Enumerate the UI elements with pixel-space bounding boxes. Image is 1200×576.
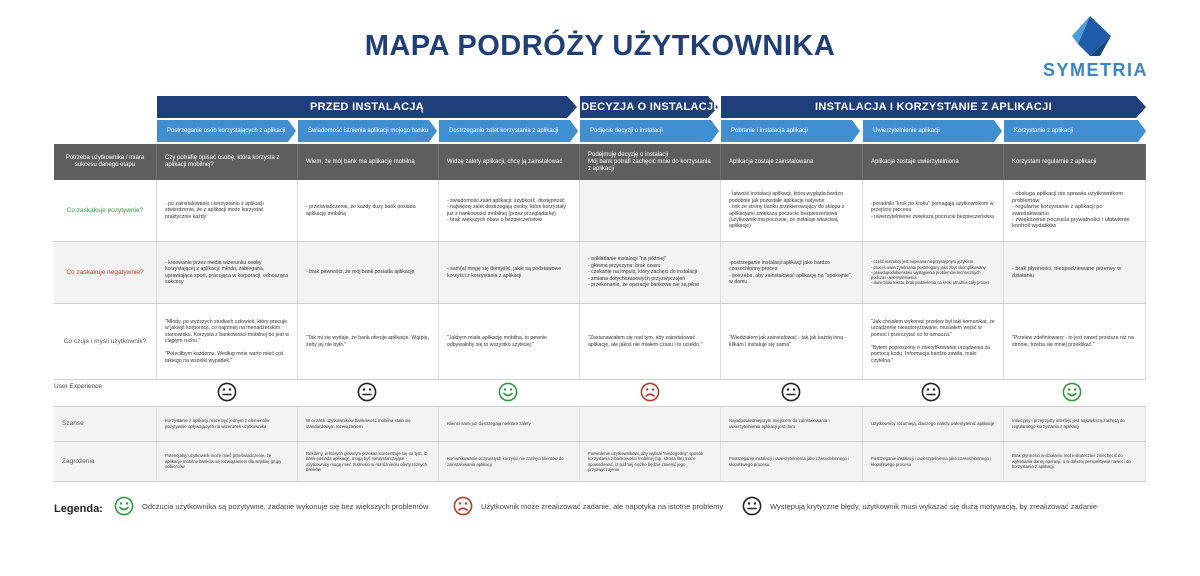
header-col-5: Aplikacja zostaje zainstalowana bbox=[721, 144, 863, 180]
cell: Klienci sami już dostrzegają niektóre zalety bbox=[439, 407, 580, 441]
happy-face-icon bbox=[114, 496, 134, 516]
cell: Użytkownicy rozumieją, dlaczego należy uwierzytelnić aplikację bbox=[863, 407, 1004, 441]
header-label: Potrzeba użytkownika / miara sukcesu danego etapu bbox=[54, 144, 157, 180]
row-threats bbox=[54, 442, 1146, 482]
substage-label: Świadomość istnienia aplikacji mojego banku bbox=[308, 127, 429, 134]
header-col-1: Czy potrafię opisać osobę, która korzysta z aplikacji mobilnej? bbox=[157, 144, 298, 180]
cell: Najodpowiedniejszym miejscem do zainstalowania i uwierzytelnienia aplikacji jest dom bbox=[721, 407, 863, 441]
cell: "Jak chciałem wykonać przelew był taki komunikat, że urządzenie nieautoryzowane, musiałem wejść w pomoc i przeczytać co to oznacza." "Byłem poproszony o zweryfikowanie urządzenia za pomocą kodu. Informacja bardzo zawiła, mało czytelna." bbox=[863, 304, 1004, 379]
cell: Postrzeganie instalacji i uwierzytelnienia jako czasochłonnego i kłopotliwego procesu bbox=[863, 442, 1004, 481]
substage-label: Pobranie i instalacja aplikacji bbox=[731, 127, 808, 134]
cell: "Jakbym miała aplikację mobilną, to pewnie odbywałoby się to wszystko szybciej." bbox=[439, 304, 580, 379]
cell: Komunikowanie oczywistych korzyści nie zachęci klientów do zainstalowania aplikacji bbox=[439, 442, 580, 481]
stage-label: PRZED INSTALACJĄ bbox=[310, 101, 424, 113]
header-col-3: Widzę zalety aplikacji, chcę ją zainstalować bbox=[439, 144, 580, 180]
cell: Pozwolenie użytkownikowi, aby wybrał "niedogodny" sposób korzystania z bankowości mobilnej (np. strona lite) może spowodować, iż później ciężko będzie zmienić jego przyzwyczajenia bbox=[580, 442, 721, 481]
cell: - świadomość zalet aplikacji: szybkość, dostępność - najwięcej zalet dostrzegają osoby, które korzystały już z bankowości mobilnej (przez przeglądarkę) - brak większych obaw o bezpieczeństwo bbox=[439, 180, 580, 241]
substage-label: Podjęcie decyzji o instalacji bbox=[590, 127, 663, 134]
cell bbox=[580, 407, 721, 441]
header-col-6: Aplikacja zostaje uwierzytelniona bbox=[863, 144, 1004, 180]
cell: Reklamy, w których głównym przekaz koncentruje się na tym, iż bank posiada aplikację, mogą być niewystarczające - użytkownicy mogą mieć trudności w rozróżnieniu oferty różnych banków bbox=[298, 442, 439, 481]
row-label: Zagrożenia bbox=[54, 442, 157, 481]
substage-label: Uwierzytelnienie aplikacji bbox=[873, 127, 940, 134]
row-chances bbox=[54, 406, 1146, 442]
row-feel bbox=[54, 304, 1146, 380]
neutral-face-icon bbox=[217, 382, 237, 402]
stage-decision bbox=[580, 96, 718, 118]
substage-4 bbox=[580, 120, 719, 142]
substage-5 bbox=[721, 120, 860, 142]
cell: - przeświadczenie, że każdy duży bank posiada aplikację mobilną bbox=[298, 180, 439, 241]
cell: Brak płynności w działaniu może skutecznie zniechęcić do wykonania danej operacji, a w dalszej perspektywie nawet i do korzystania z aplikacji bbox=[1004, 442, 1146, 481]
cell: "Tak mi się wydaje, że bank oferuje aplikacje. Wątpię, żeby jej nie było." bbox=[298, 304, 439, 379]
header-col-4: Podejmuję decyzję o instalacji Mój bank potrafi zachęcić mnie do korzystania z aplikacji bbox=[580, 144, 721, 180]
substage-2 bbox=[298, 120, 437, 142]
cell: Potencjalny użytkownik może mieć przeświadczenie, że aplikacje mobilne banków są rozwiązaniem dla wąskiej grupy odbiorców bbox=[157, 442, 298, 481]
stage-before-install bbox=[157, 96, 577, 118]
row-label: Szanse bbox=[54, 407, 157, 441]
substage-label: Dostrzeganie zalet korzystania z aplikacji bbox=[449, 127, 559, 134]
row-positive bbox=[54, 180, 1146, 242]
row-negative bbox=[54, 242, 1146, 304]
ux-label: User Experience bbox=[54, 383, 103, 390]
neutral-face-icon bbox=[781, 382, 801, 402]
sad-face-icon bbox=[640, 382, 660, 402]
cell: "Wiedziałem jak zainstalować - tak jak każdą inną - klikam i instaluje się sama" bbox=[721, 304, 863, 379]
cell: - brak płynności, niespodziewane przerwy w działaniu bbox=[1004, 242, 1146, 303]
sad-face-icon bbox=[453, 496, 473, 516]
cell: - brak pewności, że mój bank posiada aplikację bbox=[298, 242, 439, 303]
cell: "Zastanawiałem się nad tym, aby zainstalować aplikację, ale jakoś nie miałem czasu i to ucieklo." bbox=[580, 304, 721, 379]
legend-item-positive bbox=[114, 496, 428, 516]
header-col-2: Wiem, że mój bank ma aplikację mobilną bbox=[298, 144, 439, 180]
row-label: Co zaskakuje negatywnie? bbox=[54, 242, 157, 303]
substage-7 bbox=[1004, 120, 1146, 142]
cell: -postrzeganie instalacji aplikacji jako bardzo czasochłonny proces - potrzeba, aby zainstalować aplikację na "spokojnie", w domu bbox=[721, 242, 863, 303]
header-col-7: Korzystam regularnie z aplikacji bbox=[1004, 144, 1146, 180]
legend-text: Użytkownik może zrealizować zadanie, ale napotyka na istotne problemy bbox=[481, 501, 724, 511]
legend-item-critical bbox=[742, 496, 1097, 516]
cell: "Przelew zdefiniowany - to jest nawet prostsze niż na stronie, trzeba się mniej przeklikać." bbox=[1004, 304, 1146, 379]
stage-label: INSTALACJA I KORZYSTANIE Z APLIKACJI bbox=[815, 101, 1052, 113]
row-label: Co czuje i myśli użytkownik? bbox=[54, 304, 157, 379]
row-label: Co zaskakuje pozytywnie? bbox=[54, 180, 157, 241]
cell: Postrzeganie instalacji i uwierzytelnienia jako czasochłonnego i kłopotliwego procesu bbox=[721, 442, 863, 481]
cell: "Młody, po wyższych studiach człowiek, który pracuje w jakiejś korporacji, co najmniej na menadżerskim stanowisku. Korzysta z bankowości mobilnej bo jest w ciągłym ruchu." "Poleciłbym każdemu. Według mnie warto mieć coś takiego na wszelki wypadek." bbox=[157, 304, 298, 379]
happy-face-icon bbox=[1062, 382, 1082, 402]
legend-item-issues bbox=[453, 496, 723, 516]
cell: -poradniki "krok po kroku" pomagają użytkownikom w przejściu procesu - uwierzytelnienie zwiększa poczucie bezpieczeństwa bbox=[863, 180, 1004, 241]
substage-label: Postrzeganie osób korzystających z aplikacji bbox=[167, 127, 286, 134]
cell bbox=[580, 180, 721, 241]
cell: - odkładanie instalacji "na później" - główna przyczyna: brak czasu - czekanie na impuls, który zachęci do instalacji - zmiana dotychczasowych przyzwyczajeń - przekonanie, że operacje bankowe nie są pilne bbox=[580, 242, 721, 303]
happy-face-icon bbox=[498, 382, 518, 402]
substage-1 bbox=[157, 120, 296, 142]
cell: - łatwość instalacji aplikacji, która wygląda bardzo podobnie jak pozostałe aplikacje natywne - link ze strony banku przekierowujący do sklepu z aplikacjami zwiększa poczucie bezpieczeństwa (użytkownik ma poczucie, że instaluje właściwą aplikację) bbox=[721, 180, 863, 241]
cell: - po zainstalowaniu i korzystaniu z aplikacji stwierdzenie, że z aplikacji może korzystać praktycznie każdy bbox=[157, 180, 298, 241]
neutral-face-icon bbox=[742, 496, 762, 516]
legend-text: Występują krytyczne błędy, użytkownik musi wykazać się dużą motywacją, by zrealizować zadanie bbox=[770, 501, 1098, 511]
page-title: MAPA PODRÓŻY UŻYTKOWNIKA bbox=[364, 30, 836, 62]
neutral-face-icon bbox=[357, 382, 377, 402]
legend-title: Legenda: bbox=[54, 503, 103, 515]
cell: - obsługa aplikacji nie sprawia użytkownikom problemów - regularne korzystanie z aplikacji po zainstalowaniu - zwiększenie poczucia prywatności i ułatwienie kontroli wydatków bbox=[1004, 180, 1146, 241]
neutral-face-icon bbox=[921, 382, 941, 402]
cell: Korzystanie z aplikacji może być jednym z elementów pozytywnie opływających na wizerunek użytkownika bbox=[157, 407, 298, 441]
substage-3 bbox=[439, 120, 578, 142]
substage-label: Korzystanie z aplikacji bbox=[1014, 127, 1074, 134]
cell: Intuicyjny i przejrzysty interfejs jest największą zachętą do regularnego korzystania z aplikacji bbox=[1004, 407, 1146, 441]
stage-label: DECYZJA O INSTALACJI bbox=[581, 101, 717, 113]
cell: - sam(a) mogę się domyślić, jakie są podstawowe korzyści z korzystania z aplikacji bbox=[439, 242, 580, 303]
cell: - kreowanie przez media wizerunku osoby korzystającej z aplikacji: młoda, zabiegana, uprawiająca sport, pracująca w korporacji, odnosząca sukcesy bbox=[157, 242, 298, 303]
cell: W oczach użytkowników bankowość mobilna stała się standardowym rozwiązaniem bbox=[298, 407, 439, 441]
substage-6 bbox=[863, 120, 1002, 142]
stage-install-use bbox=[721, 96, 1146, 118]
legend-text: Odczucia użytkownika są pozytywne, zadanie wykonuje się bez większych problemów bbox=[142, 501, 429, 511]
logo-text: SYMETRIA bbox=[1043, 60, 1149, 80]
cell: - część instrukcji jest napisana nieprzystępnym językiem - proces uwierzytelniania postrzegany jako zbyt skomplikowany - prawdopodobieństwo wystąpienia problemów technicznych podczas uwierzytelnienia - duże bloki tekstu, brak podzielenia na kroki utrudnia cały proces bbox=[863, 242, 1004, 303]
